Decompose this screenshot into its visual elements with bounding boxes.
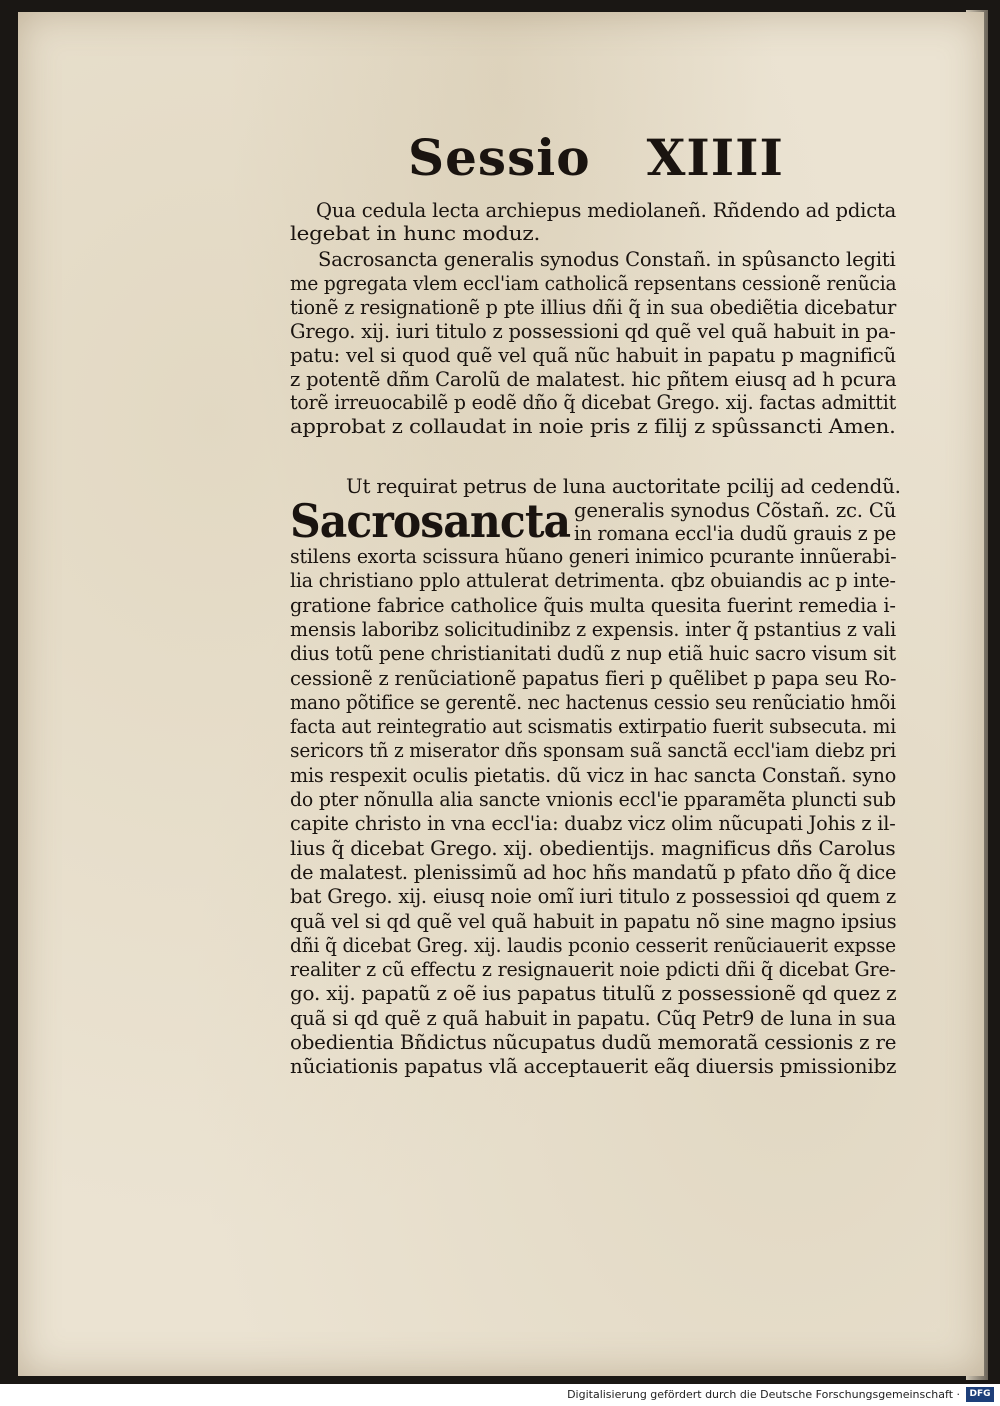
section-intro-line: Ut requirat petrus de luna auctoritate pcilij ad cedendũ.: [346, 475, 901, 498]
text-line: facta aut reintegratio aut scismatis extirpatio fuerit subsecuta. mi: [290, 715, 896, 739]
text-line: de malatest. plenissimũ ad hoc hñs mandatũ p pfato dño q̃ dice: [290, 860, 897, 884]
text-line: lius q̃ dicebat Grego. xij. obedientijs. magnificus dñs Carolus: [290, 836, 896, 860]
text-line: lia christiano pplo attulerat detrimenta. qbz obuiandis ac p inte-: [290, 569, 896, 593]
decorated-initial-word: Sacrosancta: [290, 494, 571, 548]
text-line: capite christo in vna eccl'ia: duabz vicz olim nũcupati Johis z il-: [290, 812, 896, 836]
text-line: quã vel si qd quẽ vel quã habuit in papatu nõ sine magno ipsius: [290, 909, 897, 933]
text-line: mensis laboribz solicitudinibz z expensis. inter q̃ pstantius z vali: [290, 617, 897, 641]
heading-number: XIIII: [646, 128, 784, 187]
text-line: dñi q̃ dicebat Greg. xij. laudis pconio cesserit renũciauerit expsse: [290, 933, 896, 957]
document-page: [18, 12, 984, 1376]
text-line: quã si qd quẽ z quã habuit in papatu. Cũq Petr9 de luna in sua: [290, 1006, 896, 1030]
text-line: patu: vel si quod quẽ vel quã nũc habuit in papatu p magnificũ: [290, 343, 896, 367]
text-line: mis respexit oculis pietatis. dũ vicz in hac sancta Constañ. syno: [290, 763, 897, 787]
text-line: gratione fabrice catholice q̃uis multa quesita fuerint remedia i-: [290, 593, 896, 617]
text-line: do pter nõnulla alia sancte vnionis eccl'ie pparamẽta pluncti sub: [290, 788, 896, 811]
text-line: me pgregata vlem eccl'iam catholicã repsentans cessionẽ renũcia: [290, 271, 897, 295]
text-line: Grego. xij. iuri titulo z possessioni qd quẽ vel quã habuit in pa-: [290, 319, 896, 343]
text-line: cessionẽ z renũciationẽ papatus fieri p quẽlibet p papa seu Ro-: [290, 666, 897, 690]
session-heading: [408, 128, 784, 187]
text-line: sericors tñ z miserator dñs sponsam suã sanctã eccl'iam diebz pri: [290, 739, 896, 763]
text-line: nũciationis papatus vlã acceptauerit eãq diuersis pmissionibz: [290, 1055, 897, 1079]
text-line: mano põtifice se gerentẽ. nec hactenus cessio seu renũciatio hmõi: [290, 690, 896, 714]
text-line: legebat in hunc moduz.: [290, 222, 541, 245]
footer-credit: Digitalisierung gefördert durch die Deutsche Forschungsgemeinschaft ·: [567, 1388, 960, 1401]
text-line: realiter z cũ effectu z resignauerit noie pdicti dñi q̃ dicebat Gre-: [290, 958, 896, 982]
footer-bar: [0, 1384, 1000, 1406]
text-line: bat Grego. xij. eiusq noie omĩ iuri titulo z possessioi qd quem z: [290, 885, 897, 909]
text-line: stilens exorta scissura hũano generi inimico pcurante innũerabi-: [290, 545, 897, 568]
text-line: torẽ irreuocabilẽ p eodẽ dño q̃ dicebat Grego. xij. factas admittit: [290, 391, 896, 415]
text-line: tionẽ z resignationẽ p pte illius dñi q̃ in sua obediẽtia dicebatur: [290, 295, 897, 319]
text-line: dius totũ pene christianitati dudũ z nup etiã huic sacro visum sit: [290, 642, 896, 666]
text-line: in romana eccl'ia dudũ grauis z pe: [574, 522, 897, 545]
text-line: z potentẽ dñm Carolũ de malatest. hic pñtem eiusq ad h pcura: [290, 367, 897, 391]
text-line: generalis synodus Cõstañ. zc. Cũ: [574, 499, 897, 522]
text-line: Sacrosancta generalis synodus Constañ. in spûsancto legiti: [318, 248, 896, 271]
text-line: go. xij. papatũ z oẽ ius papatus titulũ z possessionẽ qd quez z: [290, 982, 897, 1006]
text-line: obedientia Bñdictus nũcupatus dudũ memoratã cessionis z re: [290, 1031, 897, 1054]
text-line: Qua cedula lecta archiepus mediolaneñ. Rñdendo ad pdicta: [316, 199, 897, 222]
heading-word: Sessio: [408, 128, 591, 187]
dfg-logo: DFG: [966, 1387, 994, 1402]
text-line: approbat z collaudat in noie pris z filij z spûssancti Amen.: [290, 415, 896, 439]
